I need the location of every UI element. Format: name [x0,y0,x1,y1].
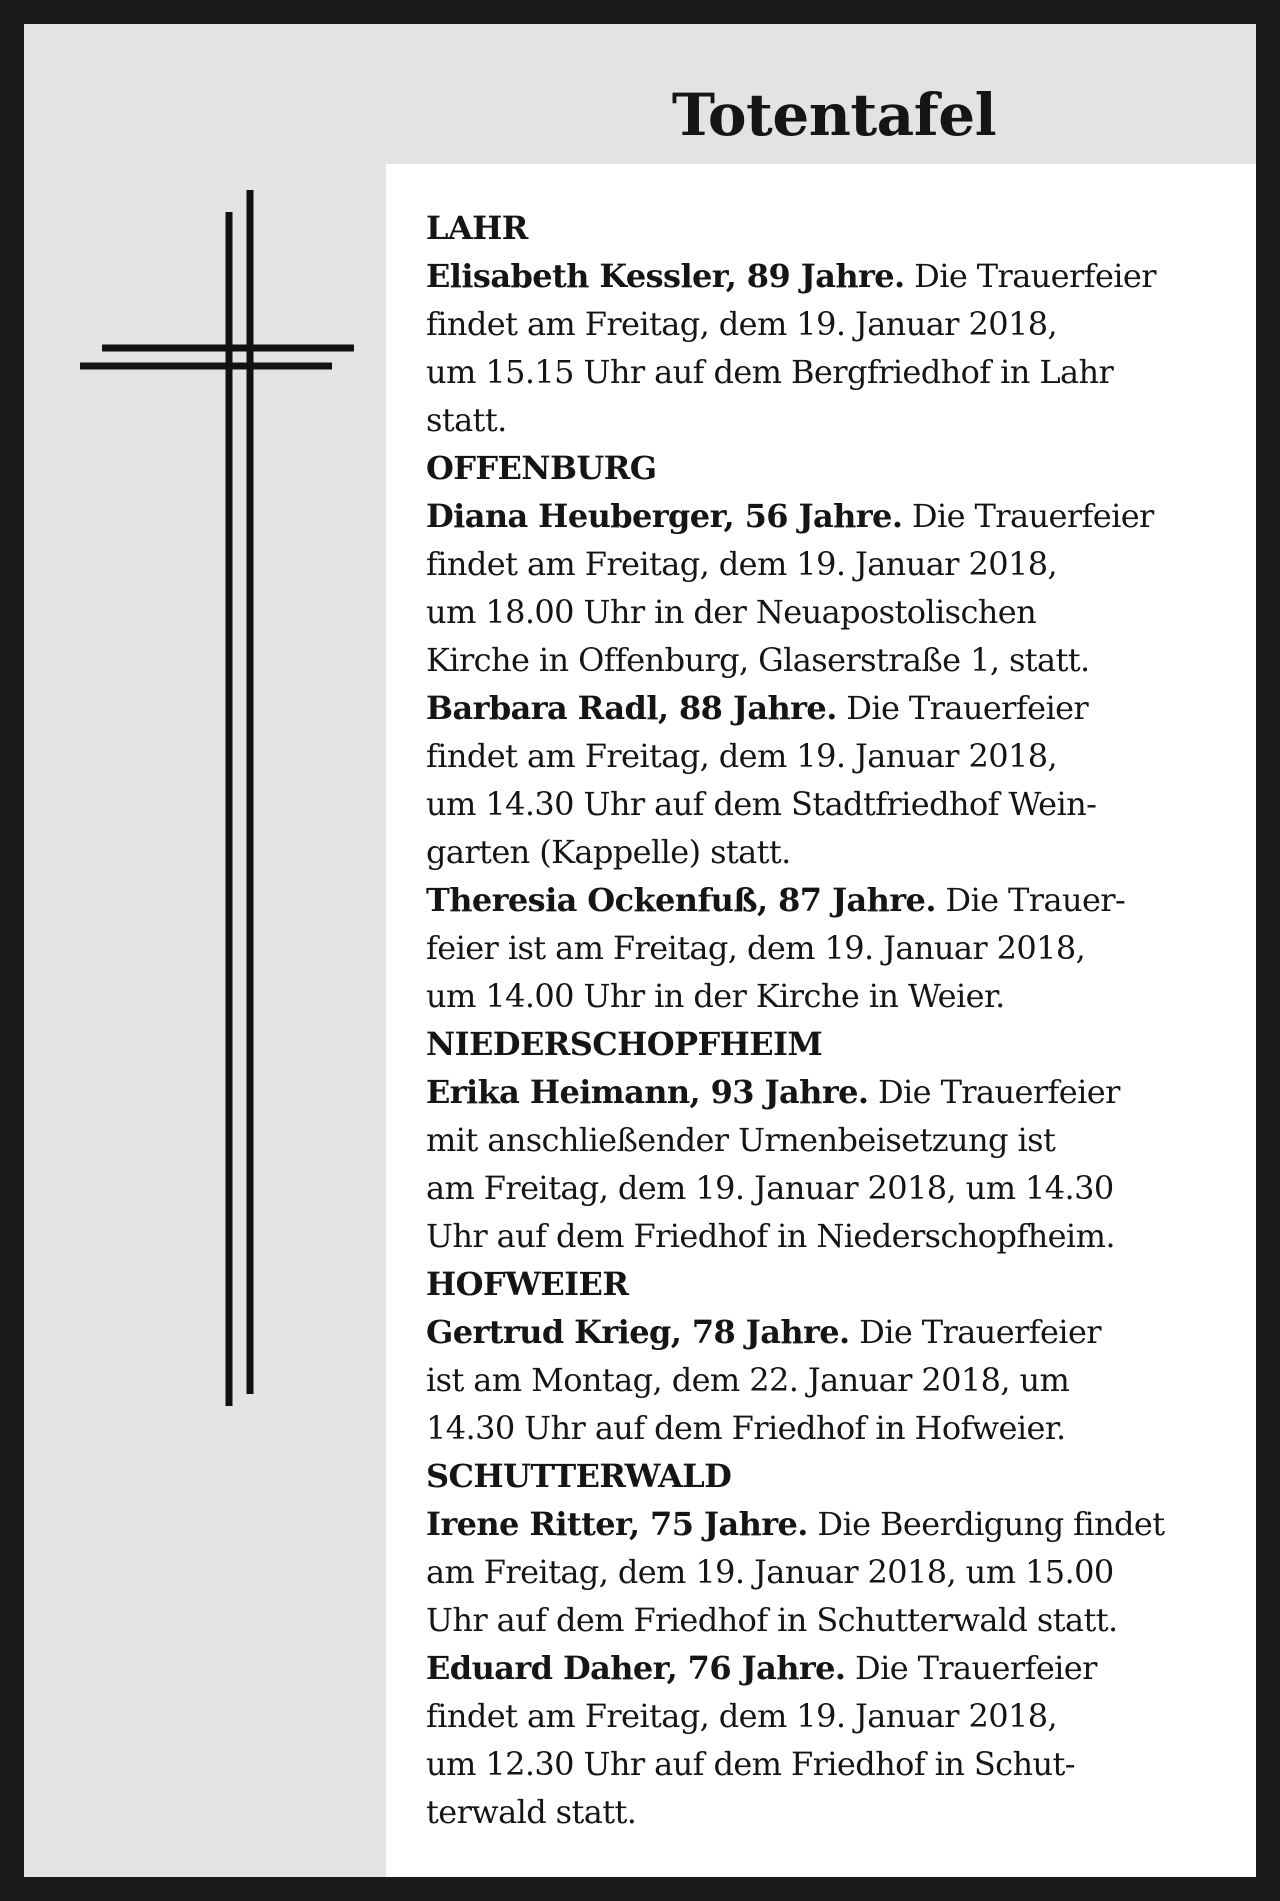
obituary-entry [426,1644,1226,1836]
notice-text-line: 14.30 Uhr auf dem Friedhof in Hofweier. [426,1409,1066,1447]
deceased-name: Eduard Daher, 76 Jahre. [426,1649,846,1687]
city-heading: SCHUTTERWALD [426,1457,732,1495]
notice-text-line: Die Trauer- [935,881,1126,919]
notices-panel [386,164,1256,1877]
notice-text-line: Die Trauerfeier [849,1313,1101,1351]
notice-text-line: am Freitag, dem 19. Januar 2018, um 14.30 [426,1169,1114,1207]
cross-icon [74,184,364,1414]
deceased-name: Erika Heimann, 93 Jahre. [426,1073,869,1111]
notice-text-line: Uhr auf dem Friedhof in Niederschopfheim. [426,1217,1115,1255]
notice-text-line: terwald statt. [426,1793,637,1831]
obituary-entry [426,876,1226,1020]
notice-text-line: um 12.30 Uhr auf dem Friedhof in Schut- [426,1745,1075,1783]
notice-text-line: um 14.00 Uhr in der Kirche in Weier. [426,977,1005,1015]
notice-text-line: findet am Freitag, dem 19. Januar 2018, [426,737,1058,775]
notice-text-line: um 15.15 Uhr auf dem Bergfriedhof in Lahr [426,353,1114,391]
obituary-entry [426,1308,1226,1452]
notice-text-line: Die Trauerfeier [868,1073,1120,1111]
deceased-name: Theresia Ockenfuß, 87 Jahre. [426,881,936,919]
obituary-entry [426,684,1226,876]
notice-text-line: ist am Montag, dem 22. Januar 2018, um [426,1361,1070,1399]
obituary-entry [426,1500,1226,1644]
notice-text-line: um 18.00 Uhr in der Neuapostolischen [426,593,1037,631]
deceased-name: Irene Ritter, 75 Jahre. [426,1505,808,1543]
notice-text-line: findet am Freitag, dem 19. Januar 2018, [426,545,1058,583]
obituary-entry [426,492,1226,684]
notice-text-line: feier ist am Freitag, dem 19. Januar 2018, [426,929,1086,967]
obituary-entry [426,1068,1226,1260]
notice-text-line: mit anschließender Urnenbeisetzung ist [426,1121,1056,1159]
city-heading: NIEDERSCHOPFHEIM [426,1025,823,1063]
notice-text-line: Die Trauerfeier [902,497,1154,535]
city-heading: LAHR [426,209,528,247]
notice-text-line: Die Trauerfeier [845,1649,1097,1687]
notice-text-line: Kirche in Offenburg, Glaserstraße 1, statt. [426,641,1090,679]
city-heading: OFFENBURG [426,449,657,487]
city-heading: HOFWEIER [426,1265,629,1303]
page-title: Totentafel [671,81,997,149]
deceased-name: Barbara Radl, 88 Jahre. [426,689,837,727]
notice-text-line: Die Beerdigung findet [807,1505,1165,1543]
notice-text-line: findet am Freitag, dem 19. Januar 2018, [426,1697,1058,1735]
obituary-entry [426,252,1226,444]
deceased-name: Elisabeth Kessler, 89 Jahre. [426,257,905,295]
notice-text-line: findet am Freitag, dem 19. Januar 2018, [426,305,1058,343]
deceased-name: Gertrud Krieg, 78 Jahre. [426,1313,850,1351]
notice-text-line: Die Trauerfeier [904,257,1156,295]
deceased-name: Diana Heuberger, 56 Jahre. [426,497,903,535]
notice-text-line: am Freitag, dem 19. Januar 2018, um 15.00 [426,1553,1114,1591]
notice-text-line: garten (Kappelle) statt. [426,833,791,871]
notice-text-line: Die Trauerfeier [836,689,1089,727]
notice-text-line: Uhr auf dem Friedhof in Schutterwald statt. [426,1601,1118,1639]
notice-text-line: statt. [426,401,507,439]
notice-text-line: um 14.30 Uhr auf dem Stadtfriedhof Wein- [426,785,1097,823]
notices-list [426,204,1226,1836]
